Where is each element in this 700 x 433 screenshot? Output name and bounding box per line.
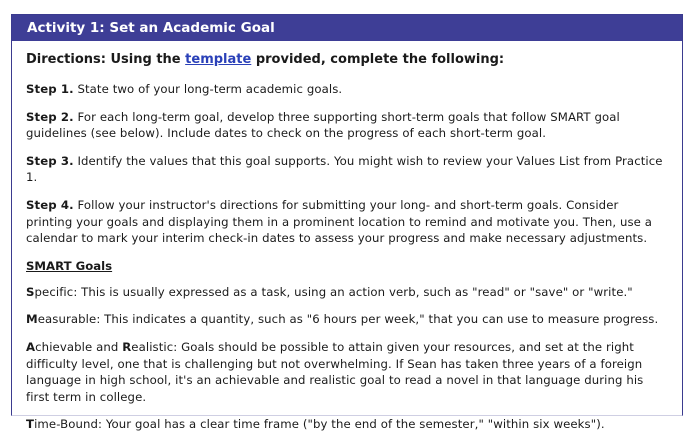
template-link[interactable]: template	[185, 52, 252, 67]
step-4-label: Step 4.	[26, 197, 74, 212]
activity-title: Activity 1: Set an Academic Goal	[12, 15, 682, 41]
timebound-initial: T	[26, 417, 35, 432]
achievable-initial: A	[26, 339, 36, 354]
step-3-label: Step 3.	[26, 153, 74, 168]
smart-measurable	[26, 311, 668, 328]
step-3	[26, 153, 668, 186]
realistic-initial: R	[122, 339, 132, 354]
realistic-rest: ealistic	[131, 339, 174, 354]
timebound-text: : Your goal has a clear time frame ("by the end of the semester," "within six weeks").	[98, 417, 605, 432]
step-3-text: Identify the values that this goal supports. You might wish to review your Values List from Practice 1.	[26, 153, 663, 185]
smart-goals-heading: SMART Goals	[26, 258, 113, 273]
step-2	[26, 109, 668, 142]
step-2-text: For each long-term goal, develop three supporting short-term goals that follow SMART goal guidelines (see below). Include dates to check on the progress of each short-term goal.	[26, 109, 620, 141]
step-1-text: State two of your long-term academic goals.	[73, 82, 343, 96]
step-2-label: Step 2.	[26, 109, 74, 124]
step-4-text: Follow your instructor's directions for submitting your long- and short-term goals. Consider printing your goals and displaying them in a prominent location to remind and motivate you. Then, use a calendar to mark your interim check-in dates to assess your progress and make necessary adjustments.	[26, 197, 653, 246]
smart-timebound	[26, 416, 668, 433]
directions-suffix: provided, complete the following:	[251, 52, 505, 67]
activity-panel	[11, 14, 683, 432]
measurable-text: : This indicates a quantity, such as "6 hours per week," that you can use to measure progress.	[96, 312, 659, 327]
timebound-rest: ime-Bound	[34, 417, 99, 432]
smart-achievable-realistic	[26, 339, 668, 405]
measurable-initial: M	[26, 312, 38, 327]
directions-prefix: Directions: Using the	[26, 52, 186, 67]
specific-initial: S	[26, 284, 35, 299]
step-1	[26, 81, 668, 98]
achievable-rest: chievable and	[35, 339, 123, 354]
specific-text: : This is usually expressed as a task, using an action verb, such as "read" or "save" or "write."	[73, 284, 633, 299]
step-4	[26, 197, 668, 247]
step-1-label: Step 1.	[26, 82, 74, 96]
measurable-rest: easurable	[37, 312, 97, 327]
specific-rest: pecific	[34, 284, 74, 299]
activity-content	[12, 41, 682, 433]
smart-specific	[26, 284, 668, 301]
directions-heading	[26, 51, 668, 69]
achievable-text: : Goals should be possible to attain given your resources, and set at the right difficulty level, one that is challenging but not overwhelming. If Sean has taken three years of a foreign language in high school, it's an achievable and realistic goal to read a novel in that language during his first term in college.	[26, 339, 644, 404]
